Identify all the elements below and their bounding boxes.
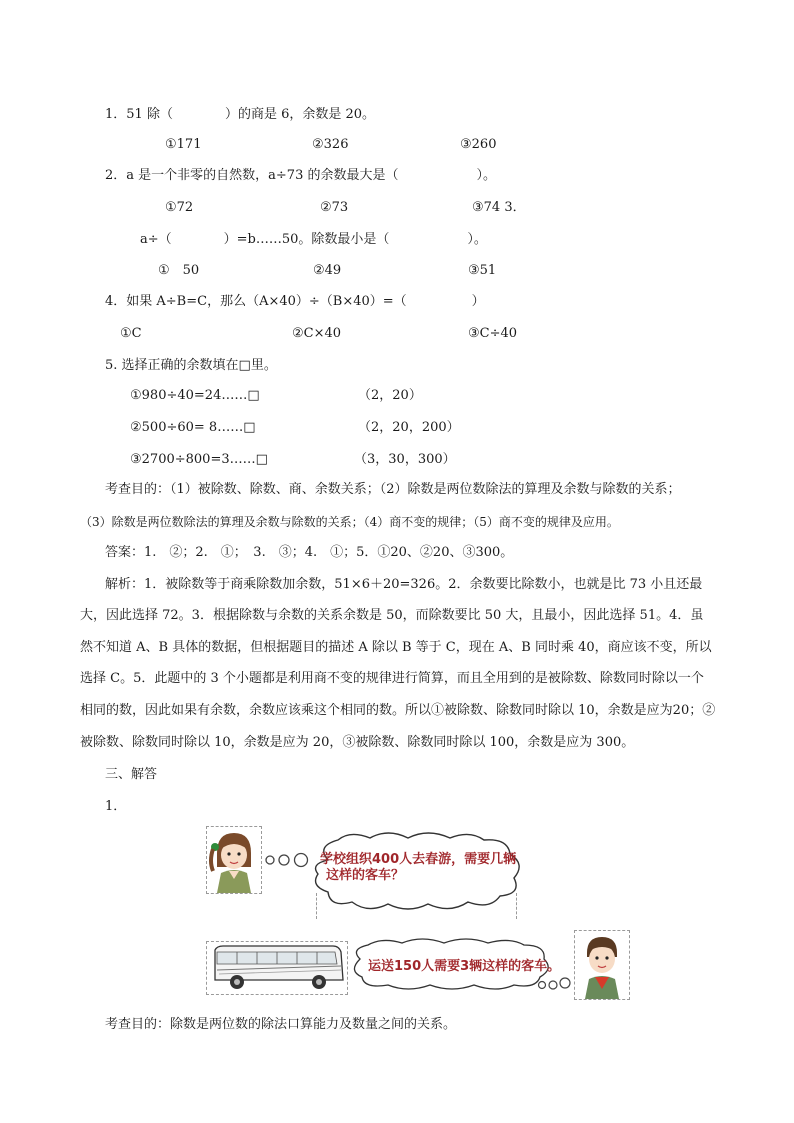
analysis-line-3: 然不知道 A、B 具体的数据，但根据题目的描述 A 除以 B 等于 C，现在 A、B 同时乘 40，商应该不变，所以 [80,640,712,655]
q1-option-3: ③260 [460,137,497,152]
q3-option-2: ②49 [313,263,342,278]
thought-circles-girl [264,850,314,870]
q2-text: 2．a 是一个非零的自然数，a÷73 的余数最大是（ ）。 [105,168,496,183]
q2-option-2: ②73 [320,200,349,215]
q2-option-3: ③74 3． [472,200,526,215]
q5-item-2-expr: ②500÷60= 8……□ [130,420,256,435]
q4-text: 4．如果 A÷B=C，那么（A×40）÷（B×40）=（ ） [105,294,485,309]
q4-option-3: ③C÷40 [468,326,518,341]
q4-option-1: ①C [120,326,142,341]
q1-text: 1．51 除（ ）的商是 6，余数是 20。 [105,107,376,122]
q5-text: 5. 选择正确的余数填在□里。 [105,358,277,373]
q5-item-1-choices: （2，20） [358,388,422,403]
q5-item-3-choices: （3，30，300） [354,452,456,467]
q4-option-2: ②C×40 [292,326,342,341]
analysis-line-5: 相同的数，因此如果有余数，余数应该乘这个相同的数。所以①被除数、除数同时除以 10，余数是应为20；② [80,703,716,718]
divider [316,893,317,919]
q1-option-2: ②326 [312,137,349,152]
divider [516,893,517,919]
q3-text: a÷（ ）=b……50。除数最小是（ ）。 [140,232,487,247]
answer-text: 答案：1. ②；2. ①； 3. ③；4. ①；5．①20、②20、③300。 [105,545,514,560]
q5-item-2-choices: （2，20，200） [358,420,460,435]
boy-illustration [574,930,630,1000]
q5-item-1-expr: ①980÷40=24……□ [130,388,260,403]
purpose-line-2: （3）除数是两位数除法的算理及余数与除数的关系；（4）商不变的规律；（5）商不变的规律及应用。 [80,515,619,529]
thought-circles-boy [536,976,572,994]
analysis-line-4: 选择 C。5．此题中的 3 个小题都是利用商不变的规律进行简算，而且全用到的是被除数、除数同时除以一个 [80,671,704,686]
analysis-line-6: 被除数、除数同时除以 10，余数是应为 20，③被除数、除数同时除以 100，余数是应为 300。 [80,735,635,750]
girl-bubble-line-2: 这样的客车？ [326,868,405,883]
analysis-line-2: 大，因此选择 72。3．根据除数与余数的关系余数是 50，而除数要比 50 大，且最小，因此选择 51。4．虽 [80,608,704,623]
purpose-line-1: 考查目的：（1）被除数、除数、商、余数关系；（2）除数是两位数除法的算理及余数与除数的关系； [105,482,681,497]
purpose-2-text: 考查目的：除数是两位数的除法口算能力及数量之间的关系。 [105,1017,457,1032]
q3-option-1: ① 50 [158,263,200,278]
q1-option-1: ①171 [165,137,202,152]
section-3-question-number: 1． [105,799,127,814]
q2-option-1: ①72 [165,200,194,215]
q5-item-3-expr: ③2700÷800=3……□ [130,452,268,467]
girl-bubble-line-1: 学校组织400人去春游，需要几辆 [320,852,517,867]
boy-bubble-text: 运送150人需要3辆这样的客车。 [368,959,561,974]
girl-illustration [206,826,262,894]
analysis-line-1: 解析：1．被除数等于商乘除数加余数，51×6＋20=326。2．余数要比除数小，也就是比 73 小且还最 [105,577,703,592]
q3-option-3: ③51 [468,263,497,278]
section-3-title: 三、解答 [105,767,158,782]
bus-illustration [206,941,348,995]
